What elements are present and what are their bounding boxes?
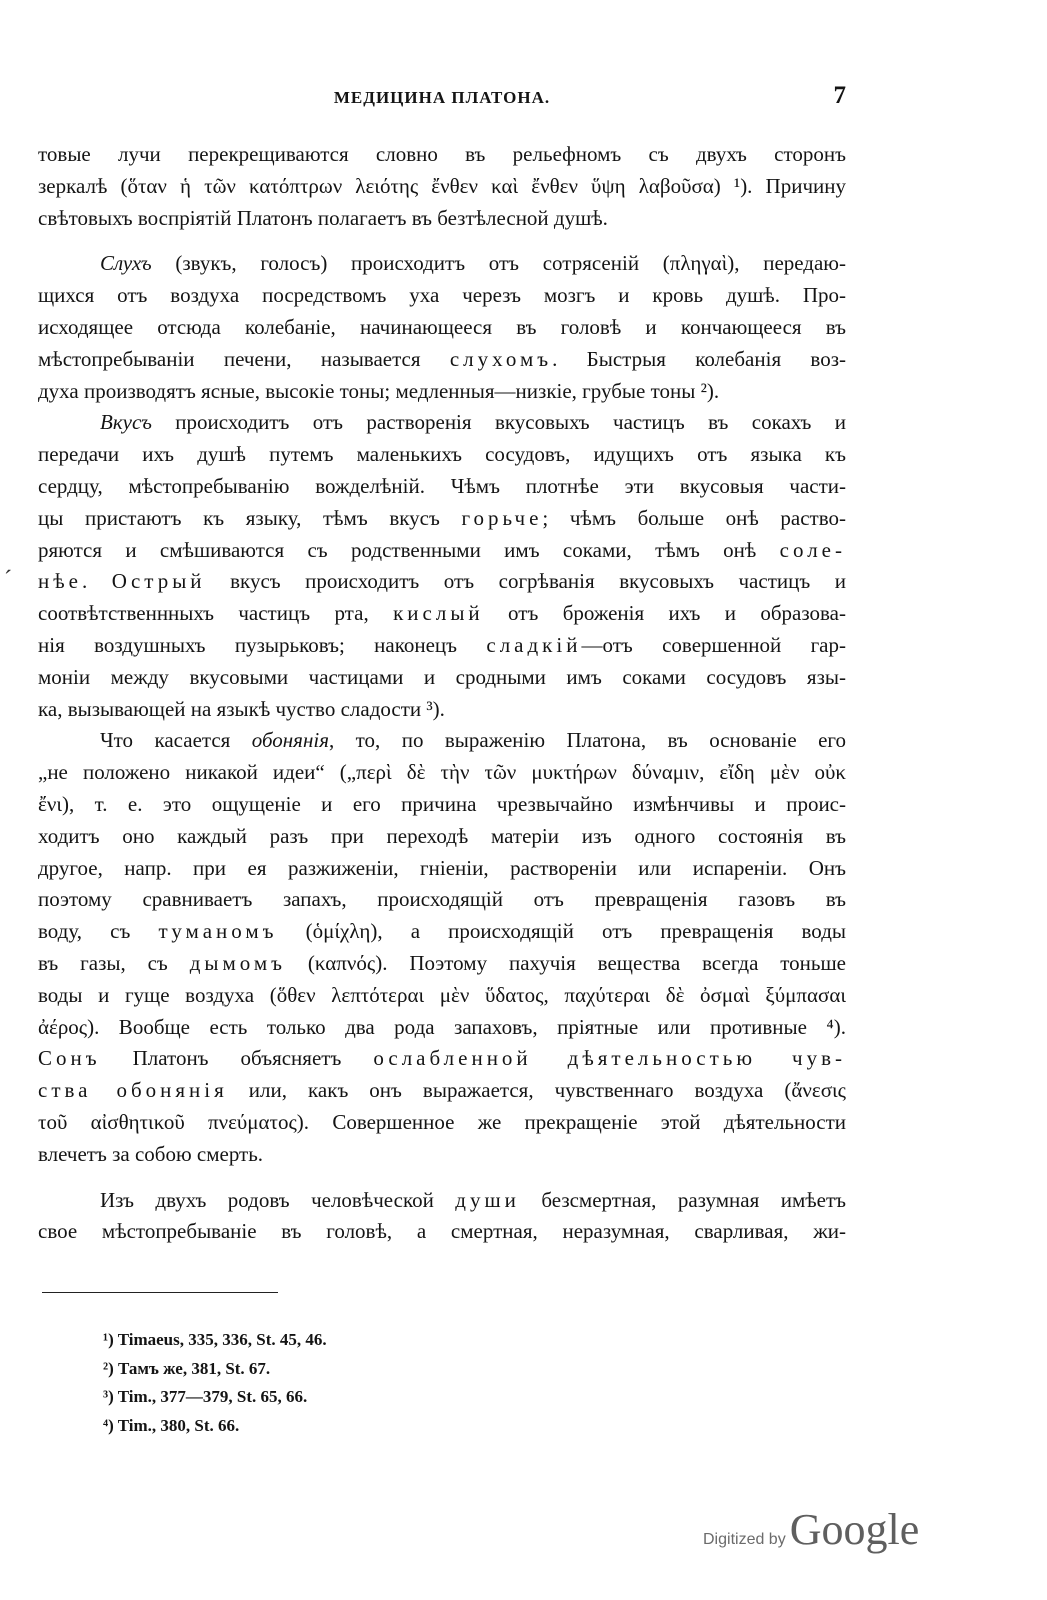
footnote-item: ¹) Timaeus, 335, 336, St. 45, 46. bbox=[103, 1330, 327, 1349]
google-logo: Google bbox=[789, 1505, 920, 1554]
paragraph-smell bbox=[38, 725, 846, 1170]
spaced-term: дымомъ bbox=[189, 950, 287, 975]
spaced-term: соле- bbox=[779, 537, 846, 562]
text-line: воду, съ туманомъ (ὁμίχλη), а происходящій отъ превращенія воды bbox=[38, 919, 846, 944]
text-line: духа производятъ ясные, высокіе тоны; медленныя—низкіе, грубые тоны ²). bbox=[38, 378, 720, 403]
margin-mark: ´ bbox=[4, 567, 12, 593]
paragraph-hearing bbox=[38, 248, 846, 407]
text-line: ряются и смѣшиваются съ родственными имъ соками, тѣмъ онѣ соле- bbox=[38, 537, 846, 562]
text-line: ходитъ оно каждый разъ при переходѣ матеріи изъ одного состоянія въ bbox=[38, 823, 846, 848]
text-line: нѣе. Острый вкусъ происходитъ отъ согрѣванія вкусовыхъ частицъ и bbox=[38, 569, 846, 594]
text-line: ка, вызывающей на языкѣ чуство сладости ³). bbox=[38, 696, 445, 721]
spaced-term: туманомъ bbox=[158, 919, 278, 944]
spaced-term: горьче bbox=[461, 505, 543, 530]
text-line: ἔνι), т. е. это ощущеніе и его причина чрезвычайно измѣнчивы и проис- bbox=[38, 791, 846, 816]
text-line: передачи ихъ душѣ путемъ маленькихъ сосудовъ, идущихъ отъ языка къ bbox=[38, 442, 846, 467]
text-line: Вкусъ происходитъ отъ растворенія вкусовыхъ частицъ въ сокахъ и bbox=[100, 410, 846, 435]
text-line: мѣстопребываніи печени, называется слухомъ. Быстрыя колебанія воз- bbox=[38, 346, 846, 371]
text-line: соотвѣтственнныхъ частицъ рта, кислый отъ броженія ихъ и образова- bbox=[38, 601, 846, 626]
paragraph-soul bbox=[38, 1185, 846, 1249]
spaced-term: кислый bbox=[393, 601, 484, 626]
main-text bbox=[38, 139, 846, 1248]
text-line: свѣтовыхъ воспріятій Платонъ полагаетъ въ безтѣлесной душѣ. bbox=[38, 205, 608, 230]
spaced-term: слухомъ bbox=[449, 346, 553, 371]
digitized-watermark bbox=[703, 1504, 919, 1555]
text-line: щихся отъ воздуха посредствомъ уха черезъ мозгъ и кровь душѣ. Про- bbox=[38, 283, 846, 308]
paragraph-vision-end bbox=[38, 139, 846, 234]
text-line: Что касается обонянія, то, по выраженію Платона, въ основаніе его bbox=[100, 728, 846, 753]
text-line: ἀέρος). Вообще есть только два рода запаховъ, пріятные или противные ⁴). bbox=[38, 1014, 846, 1039]
footnote-item: ²) Тамъ же, 381, St. 67. bbox=[103, 1358, 271, 1378]
spaced-term: Острый bbox=[111, 569, 206, 594]
page-number: 7 bbox=[833, 82, 846, 109]
footnote-divider bbox=[42, 1292, 278, 1293]
running-title: МЕДИЦИНА ПЛАТОНА. bbox=[333, 88, 551, 107]
text-line: влечетъ за собою смерть. bbox=[38, 1141, 264, 1166]
footnote-item: ⁴) Tim., 380, St. 66. bbox=[103, 1415, 240, 1435]
text-line: поэтому сравниваетъ запахъ, происходящій отъ превращенія газовъ въ bbox=[38, 887, 846, 912]
watermark-prefix: Digitized by bbox=[703, 1531, 786, 1548]
page-header bbox=[38, 82, 846, 122]
spaced-term: ства обонянія bbox=[38, 1078, 228, 1103]
text-line: цы пристаютъ къ языку, тѣмъ вкусъ горьче; чѣмъ больше онѣ раство- bbox=[38, 505, 846, 530]
spaced-term: души bbox=[455, 1187, 520, 1212]
text-line: исходящее отсюда колебаніе, начинающееся въ головѣ и кончающееся въ bbox=[38, 314, 846, 339]
text-line: моніи между вкусовыми частицами и сродными имъ соками сосудовъ язы- bbox=[38, 664, 846, 689]
text-line: другое, напр. при ея разжиженіи, гніеніи, раствореніи или испареніи. Онъ bbox=[38, 855, 846, 880]
spaced-term: ослабленной дѣятельностью чув- bbox=[373, 1046, 846, 1071]
text-line: зеркалѣ (ὅταν ἡ τῶν κατόπτρων λειότης ἔνθεν καὶ ἔνθεν ὕψη λαβοῦσα) ¹). Причину bbox=[38, 173, 846, 198]
text-line: воды и гуще воздуха (ὅθεν λεπτότεραι μὲν ὕδατος, παχύτεραι δὲ ὀσμαὶ ξύμπασαι bbox=[38, 982, 846, 1007]
text-line: свое мѣстопребываніе въ головѣ, а смертная, неразумная, сварливая, жи- bbox=[38, 1219, 846, 1244]
text-line: „не положено никакой идеи“ („περὶ δὲ τὴν τῶν μυκτήρων δύναμιν, εἴδη μὲν οὐκ bbox=[38, 760, 846, 785]
footnote-item: ³) Tim., 377—379, St. 65, 66. bbox=[103, 1387, 308, 1406]
text-line: нія воздушныхъ пузырьковъ; наконецъ сладкій—отъ совершенной гар- bbox=[38, 632, 846, 657]
footnotes bbox=[103, 1326, 327, 1440]
text-line: Слухъ (звукъ, голосъ) происходитъ отъ сотрясеній (πληγαὶ), передаю- bbox=[100, 251, 846, 276]
term-hearing: Слухъ bbox=[100, 251, 152, 276]
text-line: ства обонянія или, какъ онъ выражается, чувственнаго воздуха (ἄνεσις bbox=[38, 1078, 846, 1103]
text-line: товые лучи перекрещиваются словно въ рельефномъ съ двухъ сторонъ bbox=[38, 142, 846, 166]
text-line: въ газы, съ дымомъ (καπνός). Поэтому пахучія вещества всегда тоньше bbox=[38, 950, 846, 975]
text-line: сердцу, мѣстопребыванію вожделѣній. Чѣмъ плотнѣе эти вкусовыя части- bbox=[38, 473, 846, 498]
text-line: Изъ двухъ родовъ человѣческой души безсмертная, разумная имѣетъ bbox=[100, 1187, 846, 1212]
text-line: Сонъ Платонъ объясняетъ ослабленной дѣятельностью чув- bbox=[38, 1046, 846, 1071]
term-smell: обонянія bbox=[251, 728, 329, 753]
spaced-term: сладкій bbox=[486, 632, 582, 657]
text-line: τοῦ αἰσθητικοῦ πνεύματος). Совершенное же прекращеніе этой дѣятельности bbox=[38, 1109, 846, 1134]
paragraph-taste bbox=[38, 407, 846, 725]
term-taste: Вкусъ bbox=[100, 410, 152, 435]
